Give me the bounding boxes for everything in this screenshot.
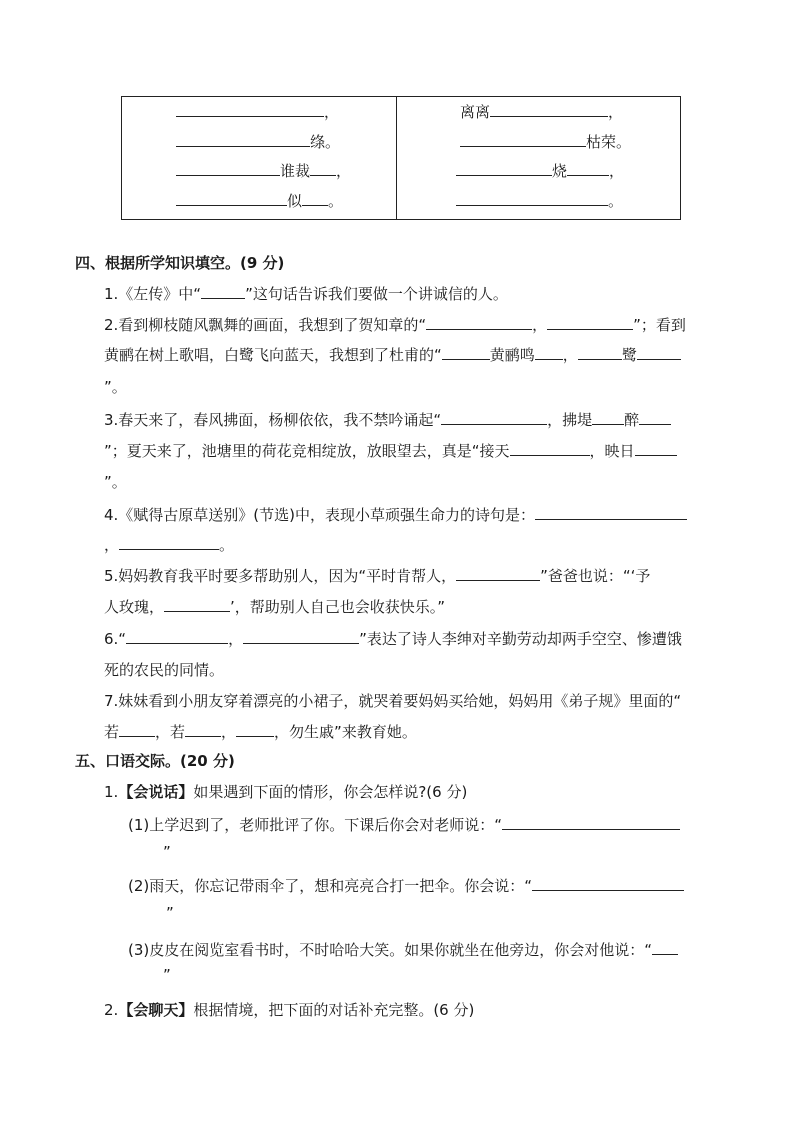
question-7: 7.妹妹看到小朋友穿着漂亮的小裙子，就哭着要妈妈买给她，妈妈用《弟子规》里面的“ <box>104 692 682 710</box>
question-3-line3: ”。 <box>104 473 127 491</box>
blank[interactable] <box>535 344 563 360</box>
blank[interactable] <box>592 409 624 425</box>
blank[interactable] <box>176 190 287 206</box>
table-row: 烧 ， <box>456 160 624 182</box>
table-row: 。 <box>456 190 623 212</box>
blank[interactable] <box>236 721 274 737</box>
table-row: 离离 ， <box>460 103 624 121</box>
blank[interactable] <box>164 596 230 612</box>
question-6: 6.“ ， ”表达了诗人李绅对辛勤劳动却两手空空、惨遭饿 <box>104 630 682 648</box>
table-row: 枯荣。 <box>460 131 631 153</box>
blank[interactable] <box>456 160 552 176</box>
question-4-line2: ， 。 <box>104 536 235 554</box>
blank[interactable] <box>426 314 532 330</box>
blank[interactable] <box>201 283 245 299</box>
sub-question-2: (2)雨天，你忘记带雨伞了，想和亮亮合打一把伞。你会说：“ <box>128 875 684 897</box>
blank[interactable] <box>578 344 622 360</box>
question-5: 5.妈妈教育我平时要多帮助别人，因为“平时肯帮人， ”爸爸也说：“‘予 <box>104 567 651 585</box>
closing-quote: ” <box>166 904 174 922</box>
answer-blank[interactable] <box>652 939 678 955</box>
question-3: 3.春天来了，春风拂面，杨柳依依，我不禁吟诵起“ ，拂堤 醉 <box>104 409 671 431</box>
closing-quote: ” <box>163 843 171 861</box>
poem-fill-table <box>121 96 681 220</box>
section-heading: 五、口语交际。(20 分) <box>75 752 235 770</box>
blank[interactable] <box>176 131 310 147</box>
closing-quote: ” <box>163 966 171 984</box>
blank[interactable] <box>302 190 328 206</box>
blank[interactable] <box>176 160 280 176</box>
blank[interactable] <box>442 344 490 360</box>
blank[interactable] <box>119 721 155 737</box>
blank[interactable] <box>456 565 540 581</box>
question-2: 2.看到柳枝随风飘舞的画面，我想到了贺知章的“ ， ”；看到 <box>104 316 686 334</box>
question-2: 2.【会聊天】根据情境，把下面的对话补充完整。(6 分) <box>104 1001 475 1019</box>
blank[interactable] <box>243 628 359 644</box>
blank[interactable] <box>310 160 336 176</box>
blank[interactable] <box>176 101 324 117</box>
answer-blank[interactable] <box>502 814 680 830</box>
blank[interactable] <box>456 190 608 206</box>
blank[interactable] <box>535 504 687 520</box>
table-row: 绦。 <box>176 131 340 153</box>
blank[interactable] <box>635 440 677 456</box>
question-1: 1.《左传》中“ ”这句话告诉我们要做一个讲诚信的人。 <box>104 285 508 303</box>
question-5-line2: 人玫瑰， ’，帮助别人自己也会收获快乐。” <box>104 598 446 616</box>
question-2-line3: ”。 <box>104 378 127 396</box>
question-7-line2: 若 ，若 ， ，勿生戚”来教育她。 <box>104 723 417 741</box>
blank[interactable] <box>510 440 590 456</box>
blank[interactable] <box>126 628 228 644</box>
table-divider <box>396 97 397 219</box>
blank[interactable] <box>441 409 547 425</box>
sub-question-3: (3)皮皮在阅览室看书时，不时哈哈大笑。如果你就坐在他旁边，你会对他说：“ <box>128 939 678 961</box>
question-2-line2: 黄鹂在树上歌唱，白鹭飞向蓝天，我想到了杜甫的“ 黄鹂鸣 ， 鹭 <box>104 344 681 366</box>
blank[interactable] <box>637 344 681 360</box>
blank[interactable] <box>119 534 219 550</box>
table-row: 似 。 <box>176 190 343 212</box>
question-1: 1.【会说话】如果遇到下面的情形，你会怎样说?(6 分) <box>104 783 468 801</box>
blank[interactable] <box>639 409 671 425</box>
section-heading: 四、根据所学知识填空。(9 分) <box>75 254 285 272</box>
question-6-line2: 死的农民的同情。 <box>104 661 225 679</box>
blank[interactable] <box>460 131 586 147</box>
sub-question-1: (1)上学迟到了，老师批评了你。下课后你会对老师说：“ <box>128 814 680 836</box>
blank[interactable] <box>567 160 609 176</box>
blank[interactable] <box>185 721 221 737</box>
answer-blank[interactable] <box>532 875 684 891</box>
blank[interactable] <box>547 314 633 330</box>
blank[interactable] <box>490 101 608 117</box>
question-4: 4.《赋得古原草送别》(节选)中，表现小草顽强生命力的诗句是： <box>104 504 687 526</box>
table-row: ， <box>176 101 339 123</box>
table-row: 谁裁 ， <box>176 160 351 182</box>
question-3-line2: ”；夏天来了，池塘里的荷花竞相绽放，放眼望去，真是“接天 ，映日 <box>104 440 677 462</box>
